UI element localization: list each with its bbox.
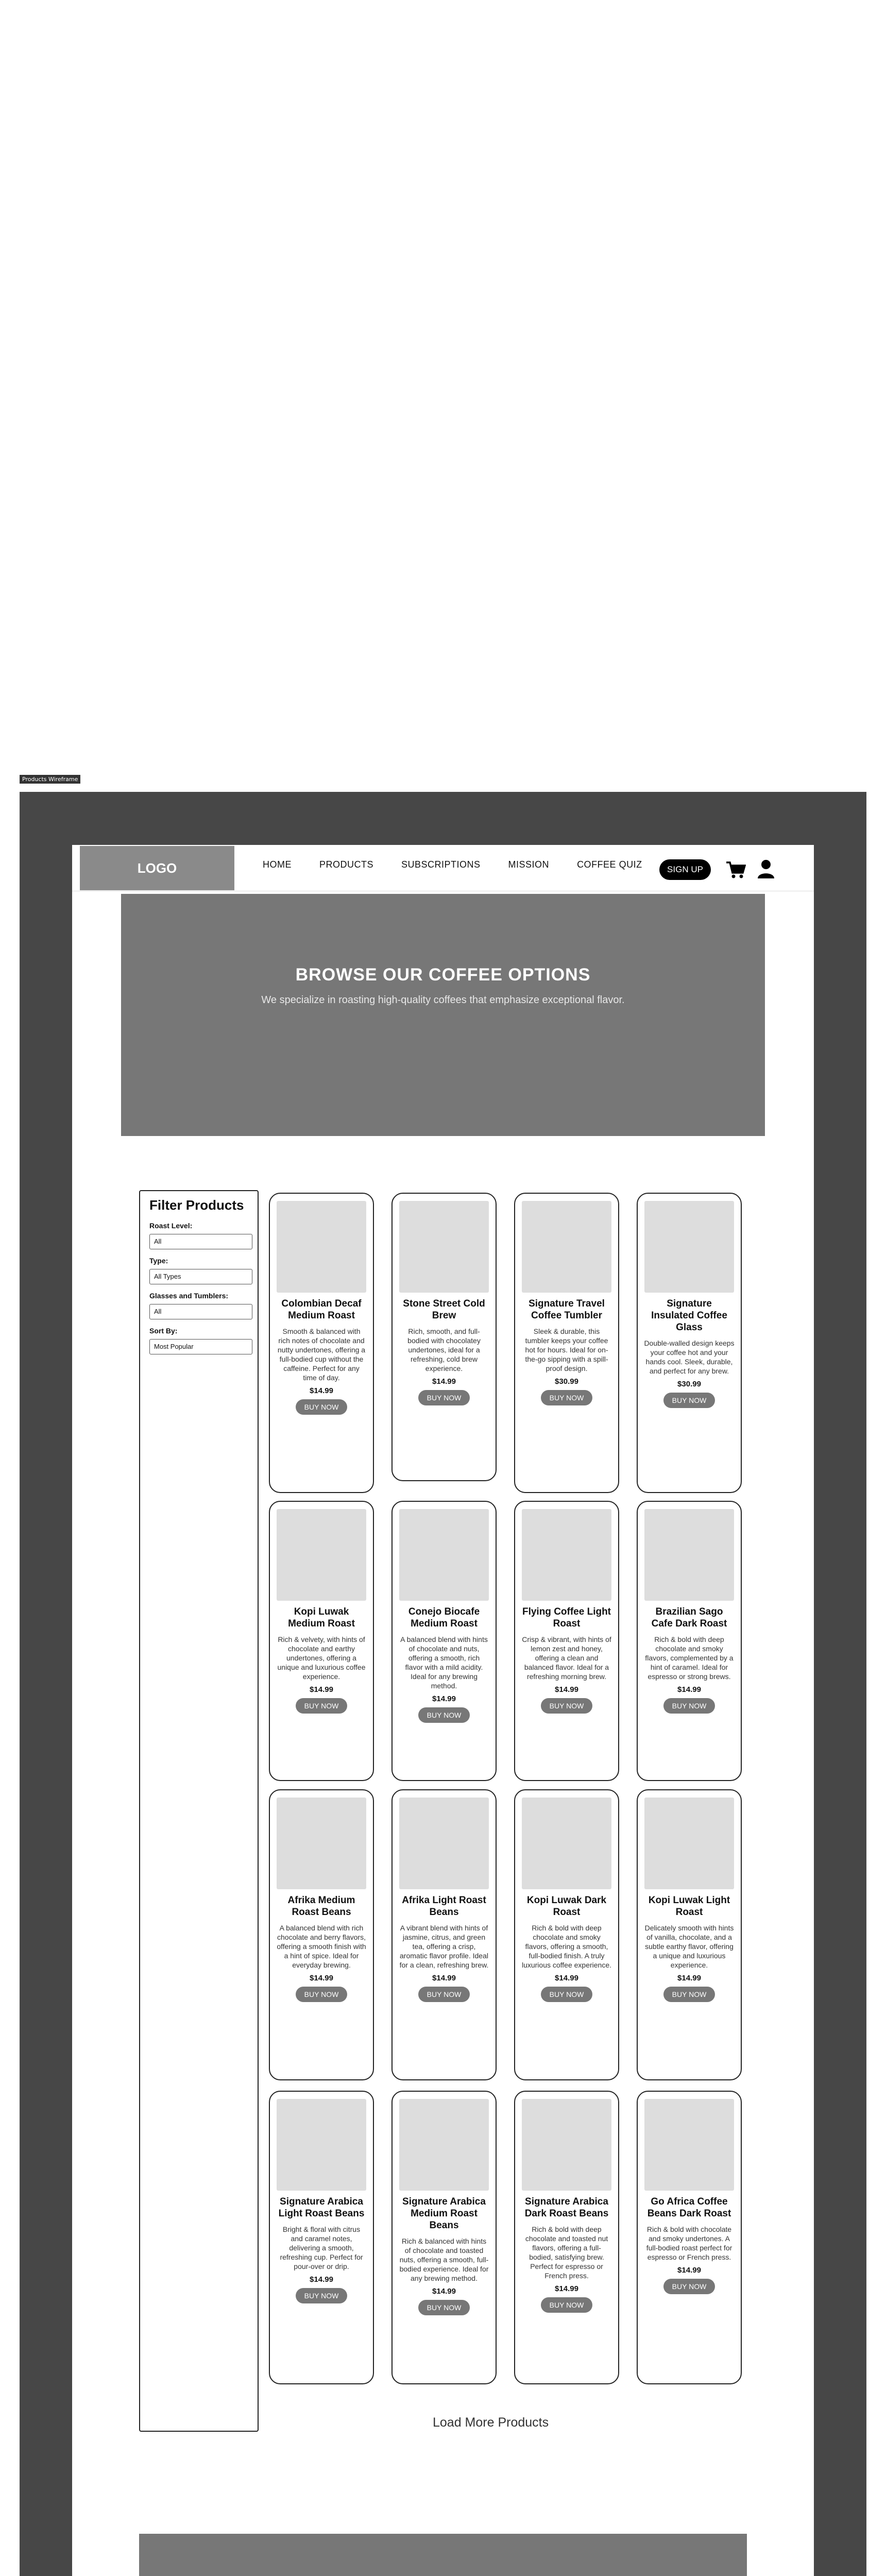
product-price: $14.99 [677,1974,701,1982]
product-description: Rich & balanced with hints of chocolate and toasted nuts, offering a smooth, full-bodied experience. Ideal for any brewing method. [399,2237,489,2282]
product-image[interactable] [277,1201,366,1293]
product-card [514,1193,619,1493]
product-image[interactable] [277,2099,366,2191]
product-name[interactable]: Conejo Biocafe Medium Roast [408,1606,480,1629]
product-image[interactable] [522,2099,611,2191]
product-description: A balanced blend with rich chocolate and berry flavors, offering a smooth finish with a hint of spice. Ideal for everyday brewing. [277,1924,366,1969]
sort-label: Sort By: [149,1327,178,1335]
product-card [637,1789,742,2080]
product-description: Rich & velvety, with hints of chocolate and earthy undertones, offering a unique and luxurious coffee experience. [277,1635,366,1681]
nav-home[interactable]: HOME [263,859,292,870]
buy-now-button[interactable]: BUY NOW [296,1987,347,2002]
buy-now-button[interactable]: BUY NOW [663,1393,715,1408]
product-name[interactable]: Go Africa Coffee Beans Dark Roast [647,2196,731,2219]
roast-level-label: Roast Level: [149,1222,193,1230]
product-description: A balanced blend with hints of chocolate and nuts, offering a smooth, rich flavor with a mild acidity. Ideal for any brewing method. [400,1635,488,1690]
product-description: A vibrant blend with hints of jasmine, citrus, and green tea, offering a crisp, aromatic flavor profile. Ideal for a clean, refreshing brew. [399,1924,489,1969]
product-description: Crisp & vibrant, with hints of lemon zest and honey, offering a clean and balanced flavor. Ideal for a refreshing morning brew. [522,1635,611,1681]
product-price: $30.99 [677,1380,701,1388]
product-image[interactable] [644,2099,734,2191]
buy-now-button[interactable]: BUY NOW [296,1698,347,1714]
product-price: $14.99 [310,1974,333,1982]
product-name[interactable]: Flying Coffee Light Roast [522,1606,611,1629]
buy-now-button[interactable]: BUY NOW [418,1987,470,2002]
buy-now-button[interactable]: BUY NOW [418,1707,470,1723]
product-description: Smooth & balanced with rich notes of chocolate and nutty undertones, offering a full-bodied cup without the caffeine. Perfect for any time of day. [277,1327,366,1382]
product-image[interactable] [399,1201,489,1293]
product-card [514,2091,619,2384]
product-description: Sleek & durable, this tumbler keeps your coffee hot for hours. Ideal for on-the-go sipping with a spill-proof design. [525,1327,608,1372]
product-card [269,1789,374,2080]
product-description: Double-walled design keeps your coffee hot and your hands cool. Sleek, durable, and perfect for any brew. [644,1339,735,1375]
product-image[interactable] [522,1201,611,1293]
product-description: Rich & bold with deep chocolate and toasted nut flavors, offering a full-bodied, satisfying brew. Perfect for espresso or French press. [525,2225,608,2280]
glasses-label: Glasses and Tumblers: [149,1292,229,1300]
product-card [637,1501,742,1781]
product-description: Bright & floral with citrus and caramel notes, delivering a smooth, refreshing cup. Perfect for pour-over or drip. [280,2225,363,2270]
product-name[interactable]: Signature Arabica Dark Roast Beans [524,2196,609,2219]
filter-title: Filter Products [149,1197,244,1213]
product-image[interactable] [522,1509,611,1601]
hero-title: BROWSE OUR COFFEE OPTIONS [295,965,591,985]
product-card [391,1193,497,1481]
product-name[interactable]: Stone Street Cold Brew [403,1298,485,1321]
product-card [514,1501,619,1781]
product-price: $14.99 [310,2275,333,2284]
product-card [269,2091,374,2384]
nav-subscriptions[interactable]: SUBSCRIPTIONS [401,859,481,870]
product-card [391,1501,497,1781]
product-description: Rich & bold with deep chocolate and smoky flavors, complemented by a hint of caramel. Ideal for espresso or strong brews. [645,1635,734,1681]
product-description: Rich & bold with deep chocolate and smoky flavors, offering a smooth, full-bodied finish. A truly luxurious coffee experience. [521,1924,612,1969]
buy-now-button[interactable]: BUY NOW [541,1987,592,2002]
product-name[interactable]: Kopi Luwak Dark Roast [526,1895,607,1918]
product-name[interactable]: Signature Arabica Medium Roast Beans [402,2196,486,2231]
sign-up-button[interactable]: SIGN UP [659,859,711,880]
product-name[interactable]: Signature Travel Coffee Tumbler [529,1298,605,1321]
buy-now-button[interactable]: BUY NOW [418,1390,470,1405]
product-name[interactable]: Kopi Luwak Light Roast [648,1895,730,1918]
product-image[interactable] [399,1798,489,1889]
main-nav [263,859,670,870]
nav-products[interactable]: PRODUCTS [319,859,374,870]
buy-now-button[interactable]: BUY NOW [541,2297,592,2313]
product-image[interactable] [399,2099,489,2191]
gift-card-section [139,2534,747,2576]
product-price: $14.99 [555,1974,578,1982]
user-icon[interactable] [757,859,775,879]
load-more-button[interactable]: Load More Products [433,2415,549,2430]
buy-now-button[interactable]: BUY NOW [663,2279,715,2294]
product-price: $30.99 [555,1377,578,1386]
product-price: $14.99 [677,2266,701,2275]
product-name[interactable]: Brazilian Sago Cafe Dark Roast [651,1606,727,1629]
buy-now-button[interactable]: BUY NOW [296,1399,347,1415]
product-name[interactable]: Signature Insulated Coffee Glass [651,1298,727,1333]
product-name[interactable]: Signature Arabica Light Roast Beans [278,2196,365,2219]
product-card [637,2091,742,2384]
filter-panel [139,1190,259,2432]
nav-coffee-quiz[interactable]: COFFEE QUIZ [577,859,642,870]
product-price: $14.99 [555,2284,578,2293]
hero-subtitle: We specialize in roasting high-quality coffees that emphasize exceptional flavor. [261,994,625,1006]
product-price: $14.99 [432,1974,456,1982]
product-name[interactable]: Colombian Decaf Medium Roast [281,1298,362,1321]
product-description: Rich, smooth, and full-bodied with chocolatey undertones, ideal for a refreshing, cold brew experience. [407,1327,481,1372]
product-image[interactable] [277,1509,366,1601]
product-price: $14.99 [555,1685,578,1694]
product-card [637,1193,742,1493]
page [72,845,814,2576]
cart-icon[interactable] [725,860,746,879]
roast-level-select[interactable]: All [149,1234,252,1249]
product-price: $14.99 [310,1386,333,1395]
product-image[interactable] [277,1798,366,1889]
type-select[interactable]: All Types [149,1269,252,1284]
sort-select[interactable]: Most Popular [149,1339,252,1354]
product-name[interactable]: Afrika Light Roast Beans [402,1895,486,1918]
buy-now-button[interactable]: BUY NOW [541,1390,592,1405]
product-name[interactable]: Kopi Luwak Medium Roast [288,1606,355,1629]
product-image[interactable] [644,1509,734,1601]
product-card [269,1501,374,1781]
product-price: $14.99 [432,1694,456,1703]
site-header [72,845,814,891]
product-price: $14.99 [677,1685,701,1694]
product-card [391,1789,497,2080]
buy-now-button[interactable]: BUY NOW [541,1698,592,1714]
product-card [514,1789,619,2080]
buy-now-button[interactable]: BUY NOW [296,2288,347,2303]
product-image[interactable] [522,1798,611,1889]
product-price: $14.99 [432,1377,456,1386]
product-description: Delicately smooth with hints of vanilla, chocolate, and a subtle earthy flavor, offering a unique and luxurious experience. [644,1924,734,1969]
buy-now-button[interactable]: BUY NOW [418,2300,470,2315]
product-name[interactable]: Afrika Medium Roast Beans [287,1895,355,1918]
logo[interactable]: LOGO [80,846,234,890]
product-price: $14.99 [432,2287,456,2296]
product-description: Rich & bold with chocolate and smoky undertones. A full-bodied roast perfect for espresso or French press. [646,2225,732,2261]
product-image[interactable] [399,1509,489,1601]
product-price: $14.99 [310,1685,333,1694]
glasses-select[interactable]: All [149,1304,252,1319]
nav-mission[interactable]: MISSION [508,859,550,870]
product-card [269,1193,374,1493]
buy-now-button[interactable]: BUY NOW [663,1698,715,1714]
frame-label: Products Wireframe [20,775,80,784]
product-image[interactable] [644,1201,734,1293]
buy-now-button[interactable]: BUY NOW [663,1987,715,2002]
type-label: Type: [149,1257,168,1265]
product-image[interactable] [644,1798,734,1889]
product-card [391,2091,497,2384]
hero-banner [121,894,765,1136]
